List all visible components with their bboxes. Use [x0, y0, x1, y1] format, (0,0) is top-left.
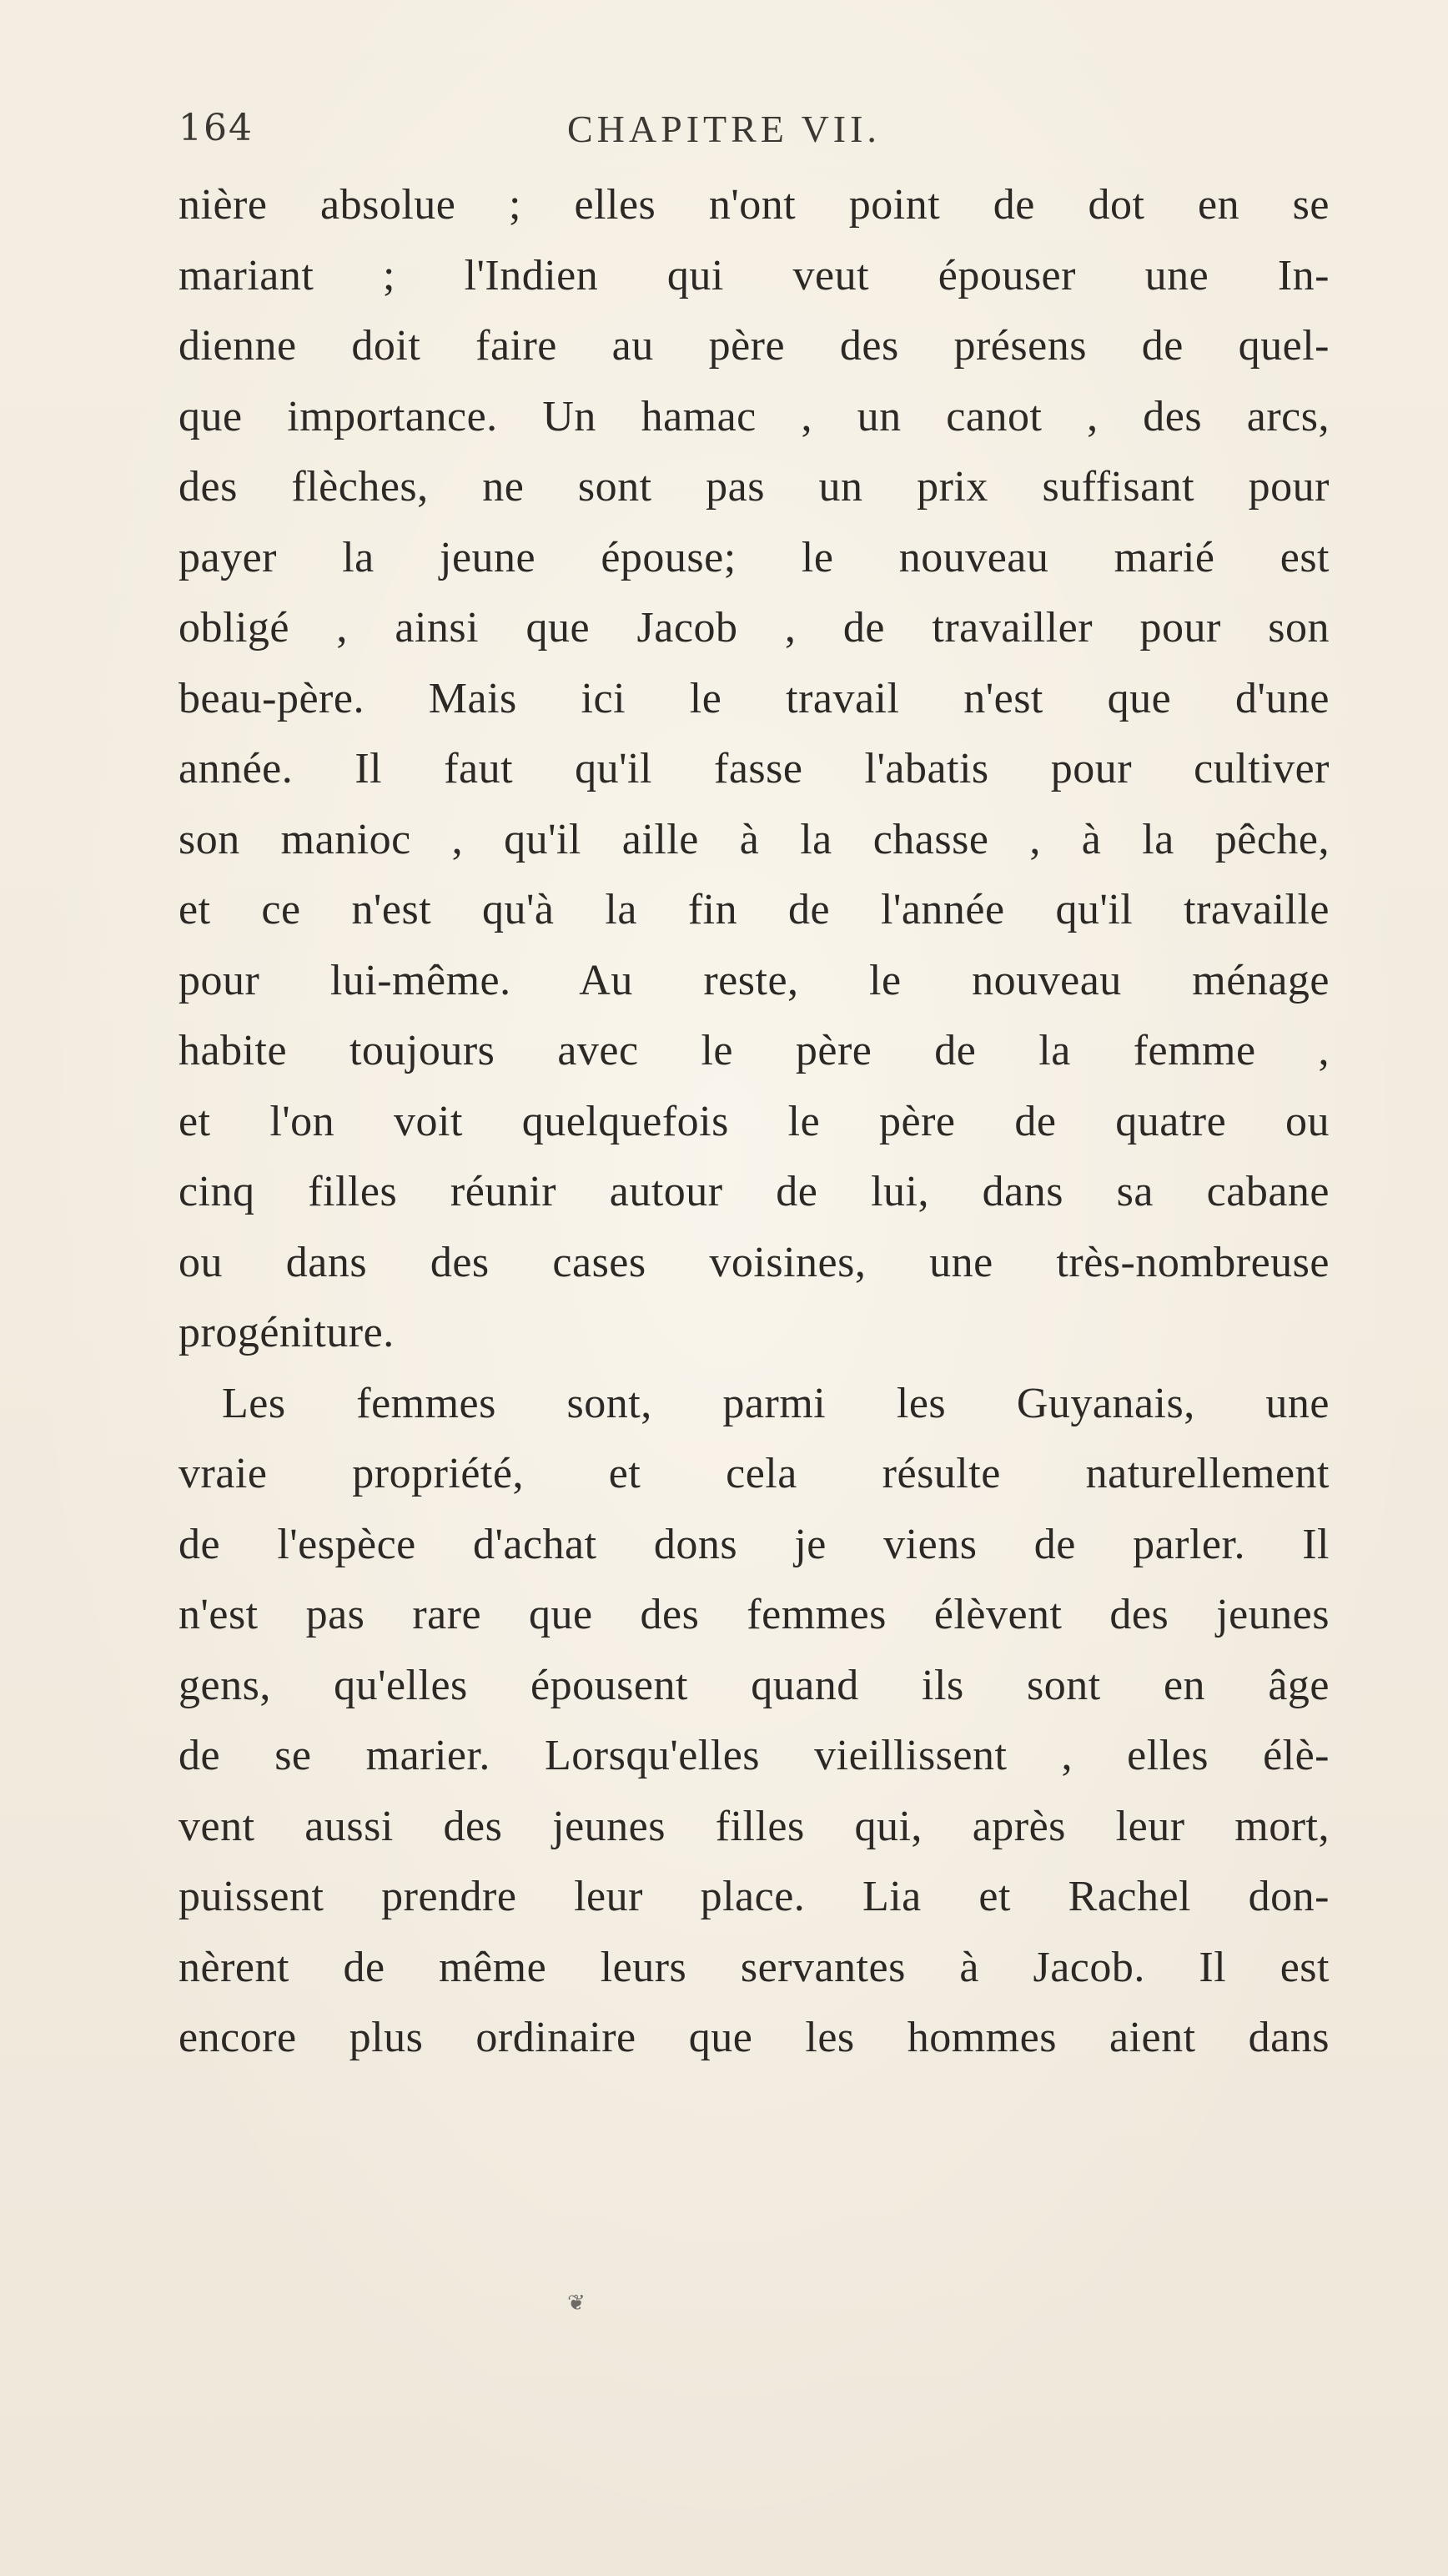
text-line: payer la jeune épouse; le nouveau marié est	[178, 533, 1330, 581]
body-text	[178, 170, 1330, 2074]
text-line: ou dans des cases voisines, une très-nombreuse	[178, 1238, 1330, 1286]
text-line: n'est pas rare que des femmes élèvent des jeunes	[178, 1591, 1330, 1638]
text-line: obligé , ainsi que Jacob , de travailler pour son	[178, 604, 1330, 652]
text-line: puissent prendre leur place. Lia et Rachel don-	[178, 1873, 1330, 1920]
text-line: dienne doit faire au père des présens de quel-	[178, 322, 1330, 370]
text-line: et l'on voit quelquefois le père de quatre ou	[178, 1097, 1330, 1145]
text-line: des flèches, ne sont pas un prix suffisant pour	[178, 463, 1330, 511]
text-line-paragraph-start: Les femmes sont, parmi les Guyanais, une	[222, 1379, 1330, 1427]
page-number: 164	[178, 107, 254, 149]
text-line: gens, qu'elles épousent quand ils sont en âge	[178, 1661, 1330, 1709]
text-line: vraie propriété, et cela résulte naturellement	[178, 1450, 1330, 1497]
text-line: année. Il faut qu'il fasse l'abatis pour cultiver	[178, 745, 1330, 792]
text-line: vent aussi des jeunes filles qui, après leur mort,	[178, 1802, 1330, 1850]
text-line: beau-père. Mais ici le travail n'est que d'une	[178, 674, 1330, 722]
text-line: cinq filles réunir autour de lui, dans sa cabane	[178, 1168, 1330, 1215]
text-line: de se marier. Lorsqu'elles vieillissent , elles élè-	[178, 1732, 1330, 1779]
text-line: son manioc , qu'il aille à la chasse , à la pêche,	[178, 815, 1330, 863]
printer-mark-icon: ❦	[567, 2291, 586, 2316]
text-line: mariant ; l'Indien qui veut épouser une In-	[178, 251, 1330, 299]
text-line: habite toujours avec le père de la femme ,	[178, 1027, 1330, 1074]
text-line: encore plus ordinaire que les hommes aient dans	[178, 2014, 1330, 2061]
text-line: de l'espèce d'achat dons je viens de parler. Il	[178, 1520, 1330, 1568]
text-line: que importance. Un hamac , un canot , des arcs,	[178, 392, 1330, 440]
chapter-title: CHAPITRE VII.	[567, 108, 881, 150]
text-line: nèrent de même leurs servantes à Jacob. Il est	[178, 1943, 1330, 1991]
text-line: et ce n'est qu'à la fin de l'année qu'il travaille	[178, 886, 1330, 933]
text-line: nière absolue ; elles n'ont point de dot en se	[178, 181, 1330, 229]
running-head	[178, 107, 1321, 174]
text-line-paragraph-end: progéniture.	[178, 1309, 395, 1356]
text-line: pour lui-même. Au reste, le nouveau ménage	[178, 956, 1330, 1004]
